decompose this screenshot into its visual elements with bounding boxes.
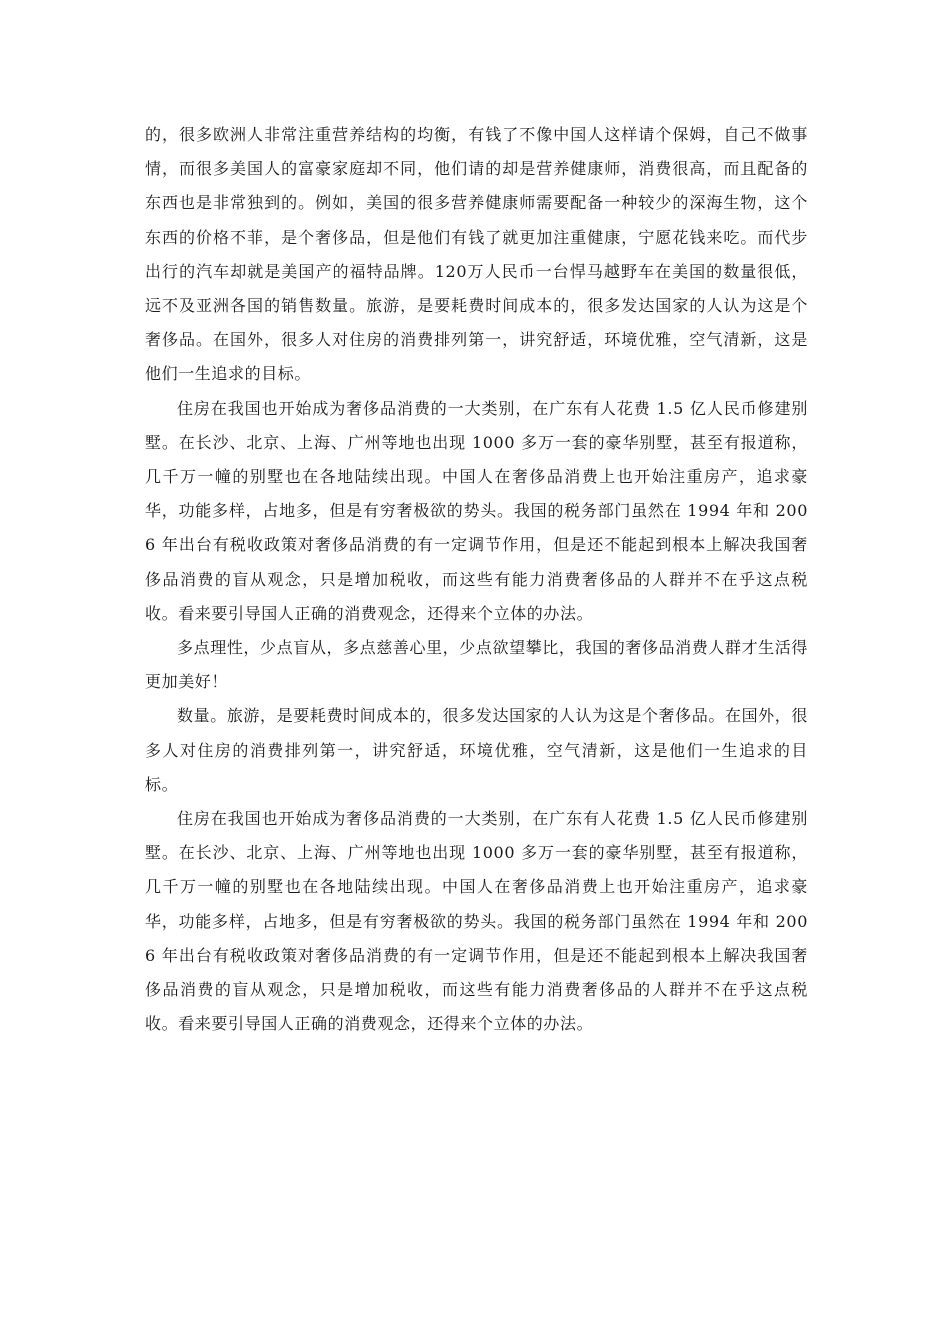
paragraph-1: 的，很多欧洲人非常注重营养结构的均衡，有钱了不像中国人这样请个保姆，自己不做事情，而很多美国人的富豪家庭却不同，他们请的却是营养健康师，消费很高，而且配备的东西也是非常独到的。例如，美国的很多营养健康师需要配备一种较少的深海生物，这个东西的价格不菲，是个奢侈品，但是他们有钱了就更加注重健康，宁愿花钱来吃。而代步出行的汽车却就是美国产的福特品牌。120万人民币一台悍马越野车在美国的数量很低，远不及亚洲各国的销售数量。旅游，是要耗费时间成本的，很多发达国家的人认为这是个奢侈品。在国外，很多人对住房的消费排列第一，讲究舒适，环境优雅，空气清新，这是他们一生追求的目标。 [145, 125, 808, 384]
paragraph-2: 住房在我国也开始成为奢侈品消费的一大类别，在广东有人花费 1.5 亿人民币修建别墅。在长沙、北京、上海、广州等地也出现 1000 多万一套的豪华别墅，甚至有报道称，几千万一幢的别墅也在各地陆续出现。中国人在奢侈品消费上也开始注重房产，追求豪华，功能多样，占地多，但是有穷奢极欲的势头。我国的税务部门虽然在 1994 年和 2006 年出台有税收政策对奢侈品消费的有一定调节作用，但是还不能起到根本上解决我国奢侈品消费的盲从观念，只是增加税收，而这些有能力消费奢侈品的人群并不在乎这点税收。看来要引导国人正确的消费观念，还得来个立体的办法。 [145, 398, 808, 623]
paragraph-3: 多点理性，少点盲从，多点慈善心里，少点欲望攀比，我国的奢侈品消费人群才生活得更加美好！ [145, 638, 808, 692]
paragraph-5: 住房在我国也开始成为奢侈品消费的一大类别，在广东有人花费 1.5 亿人民币修建别墅。在长沙、北京、上海、广州等地也出现 1000 多万一套的豪华别墅，甚至有报道称，几千万一幢的别墅也在各地陆续出现。中国人在奢侈品消费上也开始注重房产，追求豪华，功能多样，占地多，但是有穷奢极欲的势头。我国的税务部门虽然在 1994 年和 2006 年出台有税收政策对奢侈品消费的有一定调节作用，但是还不能起到根本上解决我国奢侈品消费的盲从观念，只是增加税收，而这些有能力消费奢侈品的人群并不在乎这点税收。看来要引导国人正确的消费观念，还得来个立体的办法。 [145, 809, 808, 1034]
document-page [145, 118, 808, 1041]
paragraph-4: 数量。旅游，是要耗费时间成本的，很多发达国家的人认为这是个奢侈品。在国外，很多人对住房的消费排列第一，讲究舒适，环境优雅，空气清新，这是他们一生追求的目标。 [145, 706, 808, 794]
